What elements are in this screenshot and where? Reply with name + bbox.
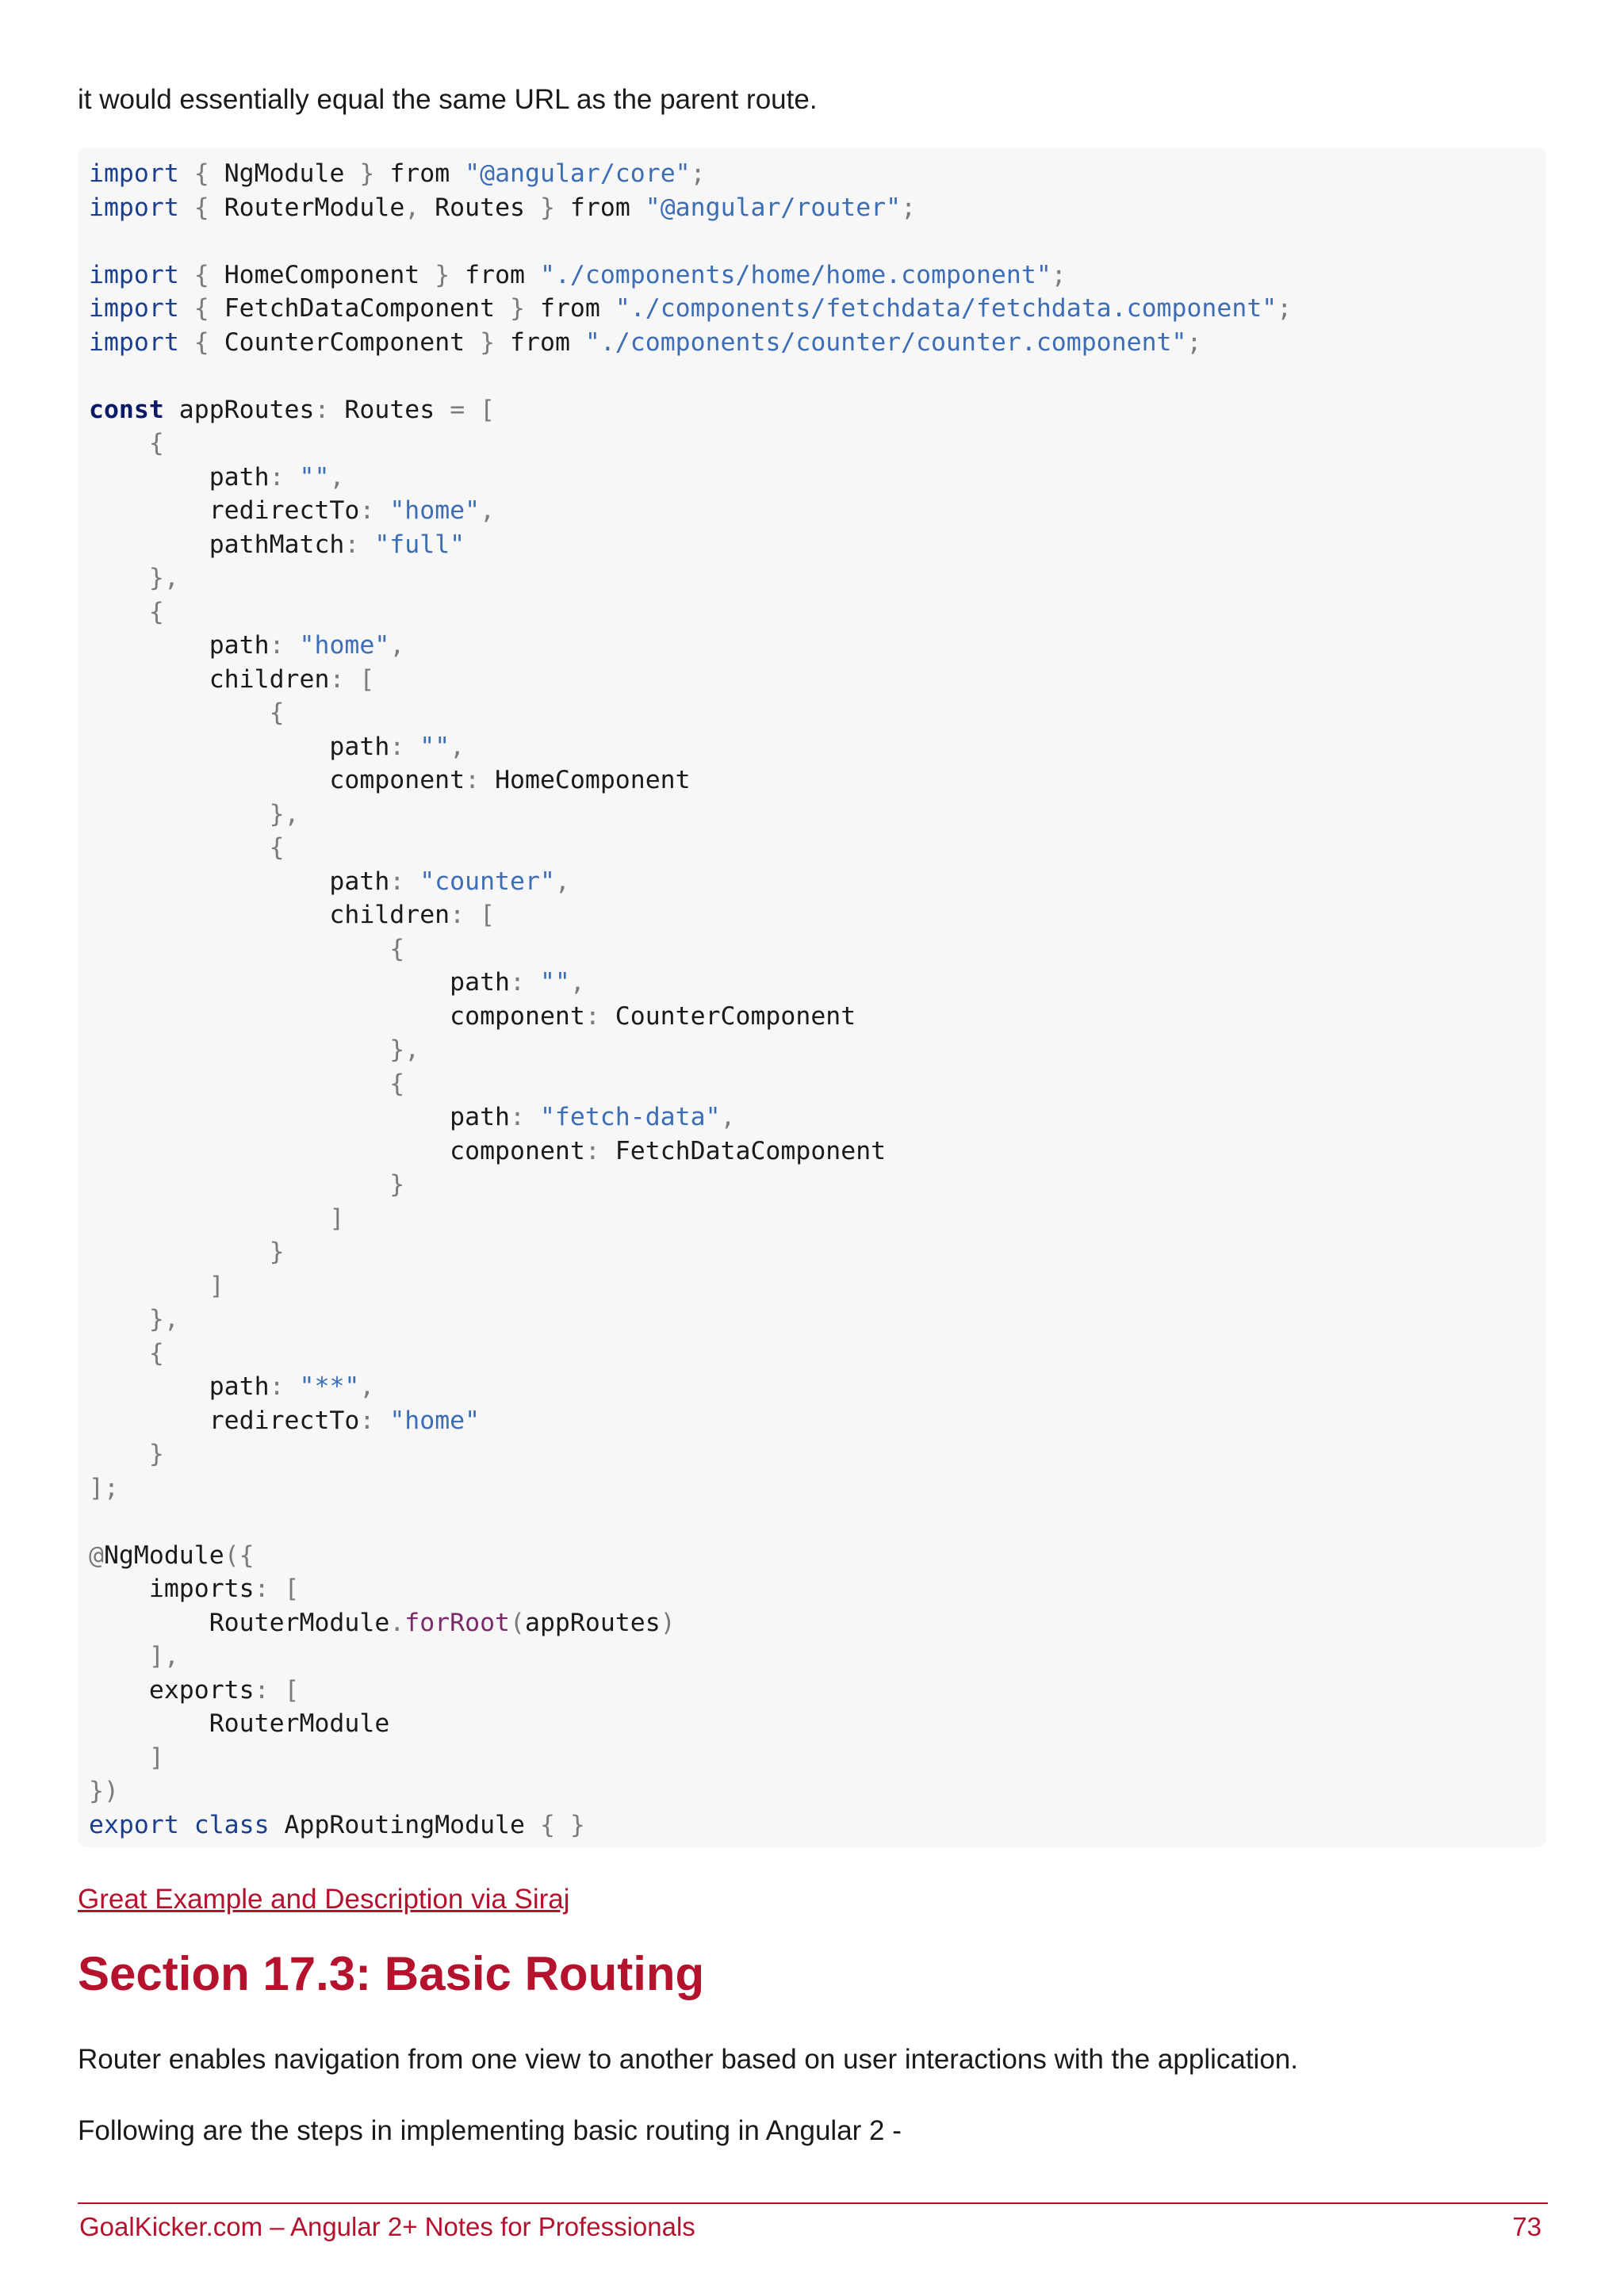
code-token: :	[359, 1406, 390, 1435]
code-line	[89, 1437, 1292, 1471]
code-line	[89, 1033, 1292, 1067]
code-token: :	[465, 766, 496, 794]
code-token: export class	[89, 1810, 270, 1839]
code-token: Routes	[344, 395, 450, 424]
paragraph-router-intro: Router enables navigation from one view to another based on user interactions with the application.	[78, 2044, 1298, 2075]
code-token: redirectTo	[89, 496, 360, 525]
code-line	[89, 1067, 1292, 1101]
code-token: :	[584, 1136, 615, 1165]
code-token: const	[89, 395, 164, 424]
code-token: NgModule	[103, 1540, 224, 1570]
code-token: {	[178, 294, 224, 323]
code-line	[89, 1135, 1292, 1169]
code-line	[89, 1168, 1292, 1202]
code-line	[89, 865, 1292, 899]
code-line	[89, 1640, 1292, 1674]
code-token: }	[525, 193, 570, 222]
code-line	[89, 224, 1292, 258]
code-line	[89, 359, 1292, 393]
code-token: import	[89, 193, 179, 222]
code-token: "./components/home/home.component"	[539, 260, 1051, 289]
code-token: path	[89, 968, 511, 997]
code-token: }	[89, 1238, 285, 1266]
code-token: : [	[254, 1575, 300, 1603]
code-token: ];	[89, 1473, 119, 1502]
code-token: :	[269, 631, 300, 660]
code-token: component	[89, 1136, 585, 1165]
code-token: Routes	[435, 193, 526, 222]
code-line	[89, 1606, 1292, 1640]
code-line	[89, 1000, 1292, 1034]
code-token: ,	[720, 1103, 736, 1131]
code-token: children	[89, 664, 330, 694]
code-token: "**"	[299, 1372, 360, 1401]
intro-paragraph: it would essentially equal the same URL as the parent route.	[78, 84, 818, 115]
code-token: (	[510, 1608, 525, 1637]
code-line	[89, 528, 1292, 562]
code-token: :	[584, 1001, 615, 1031]
code-token: :	[510, 968, 540, 997]
code-token: })	[89, 1777, 119, 1805]
code-token: {	[89, 833, 285, 862]
footer-title: GoalKicker.com – Angular 2+ Notes for Professionals	[79, 2212, 695, 2241]
code-token: appRoutes	[163, 395, 315, 424]
code-token: import	[89, 327, 179, 357]
code-token: import	[89, 260, 179, 289]
code-token: redirectTo	[89, 1406, 360, 1435]
code-token: RouterModule	[89, 1608, 390, 1637]
code-token: imports	[89, 1575, 255, 1603]
code-token: {	[89, 1338, 164, 1368]
code-token: component	[89, 766, 465, 794]
code-token: "./components/fetchdata/fetchdata.component"	[615, 294, 1277, 323]
code-token: },	[89, 564, 179, 592]
code-token: = [	[450, 395, 496, 424]
code-token: {	[89, 429, 164, 457]
code-line	[89, 1202, 1292, 1236]
code-line	[89, 1674, 1292, 1708]
code-token: }	[419, 260, 465, 289]
code-token: {	[89, 597, 164, 626]
code-line	[89, 629, 1292, 663]
code-token: pathMatch	[89, 530, 345, 559]
code-token: HomeComponent	[495, 766, 691, 794]
code-token: }	[495, 294, 540, 323]
code-token: ,	[404, 193, 435, 222]
code-line	[89, 898, 1292, 932]
code-token: from	[510, 327, 585, 357]
code-line	[89, 966, 1292, 1000]
code-line	[89, 831, 1292, 865]
code-listing	[89, 157, 1292, 1842]
code-token: :	[269, 1372, 300, 1401]
code-line	[89, 1100, 1292, 1135]
code-token: ]	[89, 1203, 345, 1233]
code-token: ""	[419, 732, 450, 761]
code-token: FetchDataComponent	[615, 1136, 887, 1165]
code-token: import	[89, 159, 179, 188]
code-token: {	[89, 698, 285, 727]
code-token: : [	[450, 901, 496, 929]
code-token: :	[269, 462, 300, 492]
code-token: exports	[89, 1675, 255, 1705]
code-line	[89, 730, 1292, 764]
code-token: "home"	[389, 496, 481, 525]
siraj-example-link[interactable]: Great Example and Description via Siraj	[78, 1884, 570, 1915]
code-line	[89, 1572, 1292, 1606]
code-token: NgModule	[224, 159, 345, 188]
code-token: path	[89, 631, 270, 660]
code-line	[89, 1370, 1292, 1404]
section-title: Section 17.3: Basic Routing	[78, 1947, 705, 2000]
code-line	[89, 1303, 1292, 1337]
code-token: :	[389, 732, 420, 761]
code-line	[89, 798, 1292, 832]
code-token: },	[89, 1305, 179, 1334]
code-token: path	[89, 732, 390, 761]
code-line	[89, 1235, 1292, 1269]
code-token: from	[389, 159, 465, 188]
code-token: :	[389, 867, 420, 896]
code-token: RouterModule	[89, 1709, 390, 1738]
code-token: "counter"	[419, 867, 555, 896]
code-token: },	[89, 1035, 420, 1064]
code-token: FetchDataComponent	[224, 294, 496, 323]
code-line	[89, 932, 1292, 966]
code-token: "@angular/router"	[645, 193, 902, 222]
code-token: ,	[554, 867, 570, 896]
code-token: "@angular/core"	[465, 159, 691, 188]
code-line	[89, 157, 1292, 191]
code-line	[89, 763, 1292, 798]
code-token: ]	[89, 1271, 224, 1300]
code-token: {	[178, 193, 224, 222]
code-line	[89, 595, 1292, 629]
code-line	[89, 1337, 1292, 1371]
code-token: {	[89, 934, 405, 963]
code-token: }	[344, 159, 390, 188]
code-token: ;	[1277, 294, 1293, 323]
code-token: path	[89, 462, 270, 492]
code-line	[89, 191, 1292, 225]
code-line	[89, 696, 1292, 730]
code-token: ],	[89, 1642, 179, 1670]
code-line	[89, 561, 1292, 595]
code-line	[89, 461, 1292, 495]
code-token: :	[510, 1103, 540, 1131]
code-token: ]	[89, 1743, 164, 1772]
code-token: },	[89, 799, 300, 828]
code-token: from	[539, 294, 615, 323]
paragraph-steps-intro: Following are the steps in implementing basic routing in Angular 2 -	[78, 2115, 902, 2146]
code-token: forRoot	[404, 1608, 511, 1637]
code-token: }	[89, 1440, 164, 1468]
code-line	[89, 1539, 1292, 1573]
code-token: children	[89, 901, 450, 929]
code-line	[89, 1741, 1292, 1775]
code-token: component	[89, 1001, 585, 1031]
code-line	[89, 393, 1292, 427]
code-token: ;	[901, 193, 917, 222]
code-token: ,	[480, 496, 496, 525]
code-token: {	[89, 1069, 405, 1098]
code-token: RouterModule	[224, 193, 405, 222]
code-token: "./components/counter/counter.component"	[584, 327, 1187, 357]
code-line	[89, 258, 1292, 293]
code-line	[89, 326, 1292, 360]
code-token: )	[660, 1608, 676, 1637]
code-token: :	[344, 530, 375, 559]
code-token: HomeComponent	[224, 260, 420, 289]
code-token: : [	[254, 1675, 300, 1705]
code-token: from	[569, 193, 645, 222]
code-token: ;	[1186, 327, 1202, 357]
code-token: ;	[690, 159, 706, 188]
code-token: ,	[359, 1372, 375, 1401]
code-token: : [	[329, 664, 375, 694]
code-token: path	[89, 867, 390, 896]
code-line	[89, 1404, 1292, 1438]
code-line	[89, 292, 1292, 326]
code-line	[89, 1774, 1292, 1808]
code-token: ,	[389, 631, 405, 660]
code-token: }	[89, 1170, 405, 1199]
code-token: ,	[450, 732, 465, 761]
code-line	[89, 1505, 1292, 1539]
page-number: 73	[1512, 2212, 1542, 2241]
code-token: path	[89, 1103, 511, 1131]
code-line	[89, 494, 1292, 528]
code-token: .	[389, 1608, 405, 1637]
code-token: ;	[1051, 260, 1067, 289]
code-token: ""	[299, 462, 330, 492]
code-token: @	[89, 1540, 104, 1570]
code-token: "full"	[374, 530, 465, 559]
code-token: from	[465, 260, 540, 289]
code-line	[89, 1808, 1292, 1843]
code-token: "fetch-data"	[539, 1103, 721, 1131]
code-token: :	[314, 395, 345, 424]
code-token: :	[359, 496, 390, 525]
code-token: {	[178, 159, 224, 188]
code-line	[89, 427, 1292, 461]
code-block	[78, 147, 1546, 1847]
code-token: path	[89, 1372, 270, 1401]
code-token: ""	[539, 968, 570, 997]
code-token: ({	[224, 1540, 255, 1570]
code-line	[89, 1707, 1292, 1741]
code-line	[89, 663, 1292, 697]
code-token: AppRoutingModule	[269, 1810, 540, 1839]
code-token: CounterComponent	[615, 1001, 856, 1031]
footer-divider	[78, 2202, 1548, 2204]
code-token: import	[89, 294, 179, 323]
code-token: CounterComponent	[224, 327, 465, 357]
code-token: ,	[329, 462, 345, 492]
code-token: {	[178, 327, 224, 357]
code-token: ,	[569, 968, 585, 997]
code-token: }	[465, 327, 511, 357]
code-token: { }	[539, 1810, 585, 1839]
code-token: {	[178, 260, 224, 289]
code-token: appRoutes	[525, 1608, 661, 1637]
code-line	[89, 1269, 1292, 1303]
code-token: "home"	[299, 631, 390, 660]
code-line	[89, 1471, 1292, 1506]
code-token: "home"	[389, 1406, 481, 1435]
